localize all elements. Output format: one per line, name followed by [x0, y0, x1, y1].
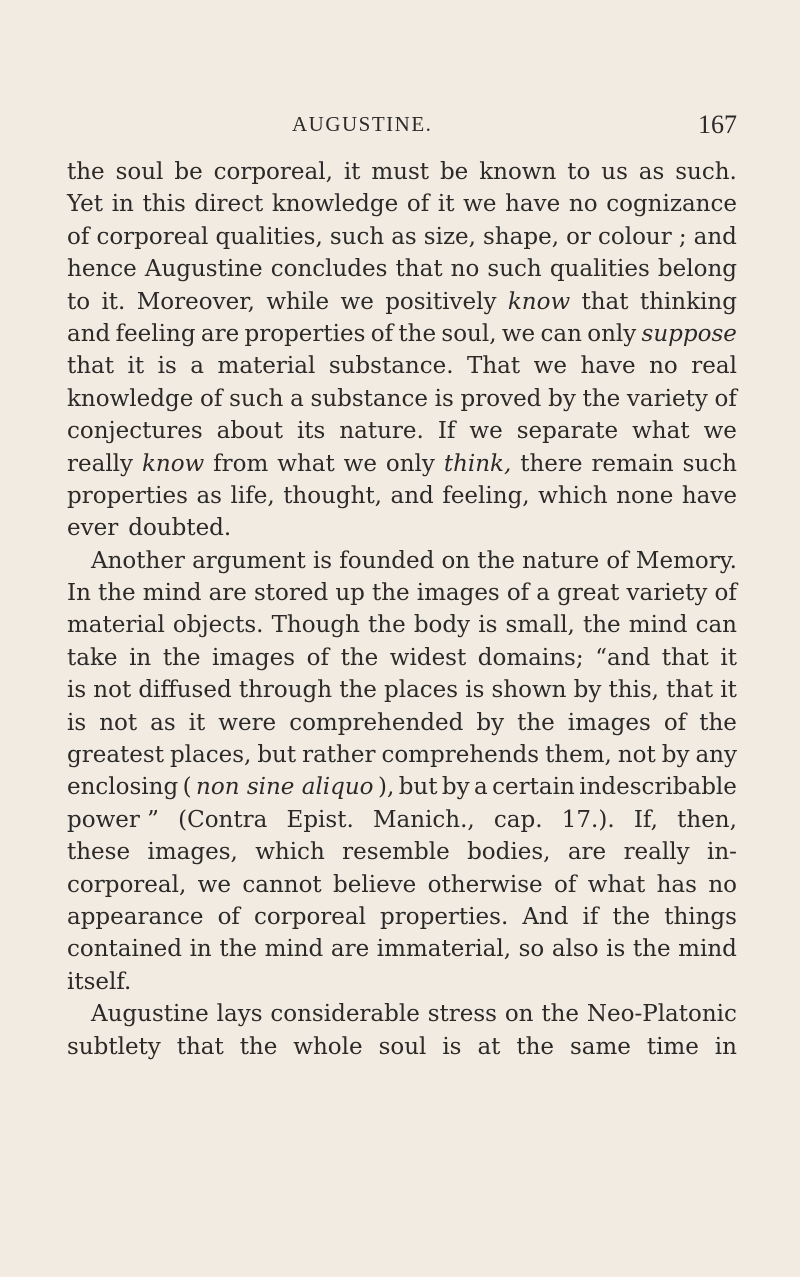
- word: such: [682, 450, 737, 477]
- word: of: [554, 871, 577, 898]
- word: nature.: [339, 418, 424, 445]
- word: greatest: [67, 742, 164, 769]
- word: from: [213, 450, 269, 477]
- word: In: [67, 580, 91, 607]
- word: properties: [244, 320, 366, 347]
- word: we: [340, 288, 374, 315]
- word: corporeal: [96, 223, 209, 250]
- word: knowledge: [271, 191, 399, 218]
- word: it: [127, 353, 145, 380]
- word: belong: [657, 256, 737, 283]
- word: no: [708, 871, 737, 898]
- word: such: [487, 256, 542, 283]
- word: through: [238, 677, 333, 704]
- word: appearance: [67, 903, 204, 930]
- word: the: [516, 1033, 555, 1060]
- word: stored: [253, 580, 329, 607]
- word: Augustine: [91, 1001, 209, 1028]
- word: this: [142, 191, 186, 218]
- word: believe: [333, 871, 417, 898]
- word: Yet: [67, 191, 104, 218]
- word: what: [587, 871, 646, 898]
- word: the: [368, 612, 406, 639]
- word: variety: [626, 580, 708, 607]
- word: positively: [385, 288, 497, 315]
- word: great: [557, 580, 620, 607]
- word: in: [111, 191, 134, 218]
- word: we: [469, 418, 503, 445]
- word: on: [441, 547, 471, 574]
- word: the: [477, 547, 515, 574]
- word: that: [67, 353, 115, 380]
- word: no: [649, 353, 678, 380]
- word: images,: [147, 839, 238, 866]
- word: colour: [598, 223, 672, 250]
- word: size,: [423, 223, 476, 250]
- word: life,: [230, 482, 275, 509]
- word: conjectures: [67, 418, 203, 445]
- word: thinking: [639, 288, 737, 315]
- word: of: [370, 320, 394, 347]
- word: hence: [67, 256, 137, 283]
- word: as: [391, 223, 417, 250]
- word: is: [465, 677, 485, 704]
- word: bodies,: [467, 839, 551, 866]
- word: is: [442, 1033, 462, 1060]
- word: what: [632, 418, 690, 445]
- word: images: [416, 580, 500, 607]
- word: which: [255, 839, 325, 866]
- word: substance: [310, 385, 428, 412]
- word: the: [398, 320, 437, 347]
- word: cap.: [493, 806, 543, 833]
- word: are: [208, 580, 247, 607]
- word: Moreover,: [136, 288, 255, 315]
- word: mind: [628, 612, 688, 639]
- word: that: [581, 288, 629, 315]
- italic-word: know: [507, 288, 571, 315]
- text-line: [67, 448, 737, 480]
- word: lays: [216, 1001, 263, 1028]
- body-text: [67, 156, 737, 1063]
- text-line: [67, 739, 737, 771]
- word: the: [632, 936, 671, 963]
- word: whole: [293, 1033, 363, 1060]
- text-line: [67, 156, 737, 188]
- word: these: [67, 839, 131, 866]
- word: which: [538, 482, 608, 509]
- word: rather: [302, 742, 376, 769]
- word: Neo-Platonic: [586, 1001, 737, 1028]
- word: also: [551, 936, 599, 963]
- word: the: [67, 159, 105, 185]
- text-line: [67, 901, 737, 933]
- word: we: [463, 191, 497, 218]
- word: separate: [516, 418, 619, 445]
- word: the: [239, 1033, 278, 1060]
- word: proved: [460, 385, 542, 412]
- word: concludes: [270, 256, 388, 283]
- word: the: [541, 1001, 580, 1028]
- word: can: [695, 612, 737, 639]
- word: ;: [678, 223, 687, 250]
- word: as: [196, 482, 222, 509]
- word: of: [306, 644, 329, 671]
- word: known: [479, 159, 557, 185]
- text-line: [67, 966, 737, 998]
- word: are: [330, 936, 370, 963]
- word: by: [441, 774, 470, 801]
- word: none: [616, 482, 674, 509]
- word: the: [582, 385, 621, 412]
- word: the: [340, 644, 379, 671]
- word: we: [501, 320, 536, 347]
- word: of: [714, 385, 737, 412]
- word: in: [129, 644, 152, 671]
- word: immaterial,: [376, 936, 512, 963]
- word: is: [67, 677, 87, 704]
- word: must: [371, 159, 430, 185]
- word: cognizance: [606, 191, 737, 218]
- word: nature: [522, 547, 600, 574]
- word: to: [67, 288, 91, 315]
- word: of: [506, 580, 530, 607]
- word: is: [434, 385, 454, 412]
- word: in: [714, 1033, 737, 1060]
- word: That: [467, 353, 521, 380]
- word: mind: [264, 936, 324, 963]
- word: shown: [491, 677, 567, 704]
- text-line: [67, 480, 737, 512]
- word: be: [174, 159, 203, 185]
- word: the: [612, 903, 651, 930]
- page-number: 167: [698, 110, 737, 139]
- word: as: [638, 159, 665, 185]
- word: indescribable: [579, 774, 737, 801]
- word: the: [517, 709, 555, 736]
- word: but: [398, 774, 438, 801]
- word: images: [212, 644, 296, 671]
- word: certain: [492, 774, 575, 801]
- text-line: [67, 577, 737, 609]
- word: as: [150, 709, 176, 736]
- word: is: [312, 547, 333, 574]
- word: it: [343, 159, 361, 185]
- word: enclosing: [67, 774, 179, 801]
- word: it: [437, 191, 455, 218]
- word: it: [188, 709, 206, 736]
- word: in-: [706, 839, 737, 866]
- word: Memory.: [635, 547, 737, 574]
- word: Though: [271, 612, 360, 639]
- word: its: [296, 418, 326, 445]
- word: comprehends: [381, 742, 540, 769]
- text-line: [67, 642, 737, 674]
- word: any: [695, 742, 737, 769]
- word: real: [691, 353, 737, 380]
- text-line: [67, 998, 737, 1030]
- word: be: [439, 159, 469, 185]
- text-line: [67, 545, 737, 577]
- word: mind: [678, 936, 737, 963]
- word: so: [518, 936, 545, 963]
- word: not: [93, 677, 132, 704]
- word: of: [67, 223, 90, 250]
- word: the: [582, 612, 621, 639]
- text-line: [67, 512, 737, 544]
- word: are: [567, 839, 607, 866]
- word: Another: [91, 547, 185, 574]
- word: is: [606, 936, 626, 963]
- word: cannot: [242, 871, 322, 898]
- word: have: [681, 482, 737, 509]
- word: have: [505, 191, 561, 218]
- word: qualities,: [215, 223, 323, 250]
- word: 17.).: [561, 806, 615, 833]
- text-line: [67, 221, 737, 253]
- word: we: [533, 353, 567, 380]
- word: have: [580, 353, 636, 380]
- word: we: [197, 871, 231, 898]
- italic-word: non sine aliquo: [196, 774, 374, 801]
- word: resemble: [342, 839, 450, 866]
- word: diffused: [138, 677, 232, 704]
- word: of: [217, 903, 240, 930]
- word: the: [371, 580, 410, 607]
- word: domains;: [477, 644, 584, 671]
- word: places,: [169, 742, 252, 769]
- word: founded: [339, 547, 435, 574]
- word: if: [582, 903, 599, 930]
- word: it.: [101, 288, 126, 315]
- word: what: [277, 450, 335, 477]
- text-line: [67, 836, 737, 868]
- paragraph: [67, 545, 737, 998]
- word: stress: [427, 1001, 497, 1028]
- word: Manich.,: [372, 806, 475, 833]
- word: a: [190, 353, 205, 380]
- word: remain: [591, 450, 674, 477]
- word: and: [693, 223, 737, 250]
- text-line: [67, 804, 737, 836]
- word: the: [98, 580, 136, 607]
- word: a: [474, 774, 488, 801]
- word: were: [218, 709, 277, 736]
- word: up: [335, 580, 365, 607]
- word: by: [548, 385, 576, 412]
- word: corporeal,: [213, 159, 333, 185]
- word: material: [217, 353, 316, 380]
- word: of: [406, 191, 430, 218]
- word: (: [182, 774, 192, 801]
- word: in: [189, 936, 212, 963]
- word: itself.: [67, 968, 132, 995]
- word: ever: [67, 515, 119, 542]
- word: knowledge: [67, 385, 194, 412]
- word: mind: [142, 580, 202, 607]
- page-header: [67, 112, 737, 144]
- text-line: [67, 674, 737, 706]
- word: take: [67, 644, 118, 671]
- word: soul: [115, 159, 164, 185]
- text-line: [67, 253, 737, 285]
- text-line: [67, 415, 737, 447]
- word: of: [663, 709, 687, 736]
- word: considerable: [270, 1001, 420, 1028]
- italic-word: suppose: [641, 320, 737, 347]
- text-line: [67, 771, 737, 803]
- word: that: [666, 677, 714, 704]
- word: can: [540, 320, 582, 347]
- word: we: [343, 450, 377, 477]
- word: but: [257, 742, 297, 769]
- word: of: [714, 580, 737, 607]
- word: And: [522, 903, 569, 930]
- word: at: [477, 1033, 501, 1060]
- word: only: [385, 450, 435, 477]
- word: material: [67, 612, 165, 639]
- word: the: [339, 677, 377, 704]
- word: by: [476, 709, 505, 736]
- paragraph: [67, 156, 737, 545]
- word: of: [200, 385, 223, 412]
- text-line: [67, 1031, 737, 1063]
- word: contained: [67, 936, 182, 963]
- word: soul,: [441, 320, 497, 347]
- word: while: [266, 288, 330, 315]
- word: places: [384, 677, 459, 704]
- word: us: [601, 159, 628, 185]
- word: is: [478, 612, 498, 639]
- word: otherwise: [427, 871, 543, 898]
- word: (Contra: [178, 806, 268, 833]
- word: the: [219, 936, 257, 963]
- word: there: [520, 450, 583, 477]
- word: doubted.: [128, 515, 232, 542]
- word: If,: [633, 806, 658, 833]
- word: are: [200, 320, 240, 347]
- word: this,: [608, 677, 659, 704]
- word: by: [661, 742, 690, 769]
- word: properties: [67, 482, 188, 509]
- italic-word: know: [141, 450, 205, 477]
- word: objects.: [172, 612, 264, 639]
- word: things: [664, 903, 737, 930]
- word: or: [566, 223, 591, 250]
- word: not: [99, 709, 138, 736]
- word: them,: [545, 742, 612, 769]
- word: shape,: [483, 223, 560, 250]
- word: the: [699, 709, 737, 736]
- word: subtlety: [67, 1033, 161, 1060]
- text-line: [67, 350, 737, 382]
- word: thought,: [283, 482, 382, 509]
- word: and: [67, 320, 111, 347]
- word: is: [157, 353, 177, 380]
- text-line: [67, 188, 737, 220]
- word: by: [573, 677, 602, 704]
- word: to: [567, 159, 591, 185]
- text-line: [67, 286, 737, 318]
- word: only: [587, 320, 637, 347]
- word: same: [569, 1033, 631, 1060]
- word: widest: [389, 644, 467, 671]
- word: of: [606, 547, 629, 574]
- word: that: [395, 256, 443, 283]
- text-line: [67, 609, 737, 641]
- word: argument: [192, 547, 306, 574]
- word: then,: [677, 806, 737, 833]
- word: feeling,: [442, 482, 530, 509]
- word: substance.: [328, 353, 454, 380]
- word: small,: [505, 612, 575, 639]
- word: images: [567, 709, 651, 736]
- word: power ”: [67, 806, 159, 833]
- text-line: [67, 318, 737, 350]
- running-head: AUGUSTINE.: [292, 112, 433, 136]
- word: no: [568, 191, 598, 218]
- word: properties.: [380, 903, 509, 930]
- text-line: [67, 869, 737, 901]
- word: about: [216, 418, 283, 445]
- word: time: [646, 1033, 699, 1060]
- word: qualities: [549, 256, 650, 283]
- paragraph: [67, 998, 737, 1063]
- word: is: [67, 709, 87, 736]
- word: it: [720, 677, 737, 704]
- text-line: [67, 707, 737, 739]
- word: comprehended: [289, 709, 464, 736]
- word: Augustine: [144, 256, 263, 283]
- italic-word: think,: [443, 450, 512, 477]
- word: variety: [626, 385, 708, 412]
- word: has: [656, 871, 697, 898]
- word: feeling: [115, 320, 196, 347]
- word: corporeal,: [67, 871, 187, 898]
- text-line: [67, 933, 737, 965]
- word: such: [229, 385, 284, 412]
- word: the: [162, 644, 201, 671]
- word: really: [67, 450, 134, 477]
- word: not: [617, 742, 656, 769]
- word: soul: [378, 1033, 427, 1060]
- word: really: [623, 839, 690, 866]
- word: such: [329, 223, 385, 250]
- word: we: [703, 418, 737, 445]
- word: that: [176, 1033, 224, 1060]
- word: such.: [675, 159, 737, 185]
- word: corporeal: [254, 903, 366, 930]
- word: no: [450, 256, 480, 283]
- word: and: [390, 482, 434, 509]
- word: “and: [595, 644, 651, 671]
- word: body: [413, 612, 471, 639]
- word: direct: [194, 191, 264, 218]
- word: on: [504, 1001, 534, 1028]
- word: ),: [377, 774, 395, 801]
- word: a: [290, 385, 304, 412]
- word: a: [536, 580, 551, 607]
- text-line: [67, 383, 737, 415]
- word: it: [720, 644, 737, 671]
- word: that: [661, 644, 709, 671]
- word: Epist.: [286, 806, 354, 833]
- word: If: [437, 418, 456, 445]
